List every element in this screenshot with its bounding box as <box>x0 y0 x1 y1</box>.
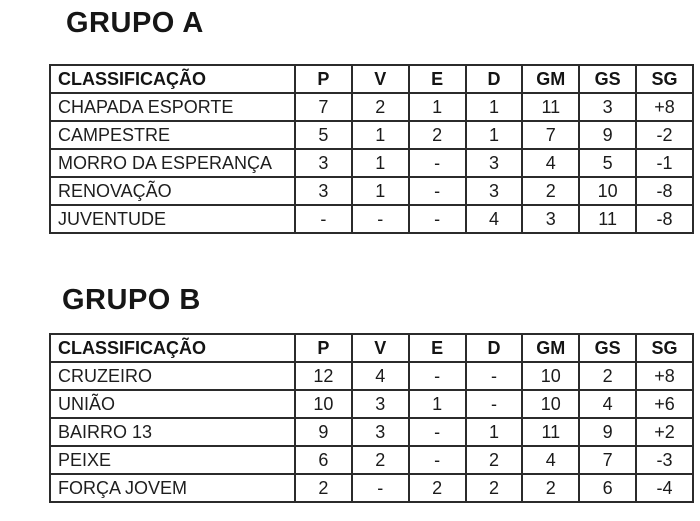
stat-cell: 9 <box>579 121 636 149</box>
stat-cell: 3 <box>466 177 523 205</box>
group-a-standings-table <box>49 64 694 234</box>
stat-cell: 3 <box>352 390 409 418</box>
column-header-d: D <box>466 65 523 93</box>
stat-cell: 9 <box>579 418 636 446</box>
table-row <box>50 362 693 390</box>
group-b-standings-table <box>49 333 694 503</box>
stat-cell: 2 <box>522 177 579 205</box>
group-a-title: GRUPO A <box>66 7 204 39</box>
stat-cell: -3 <box>636 446 693 474</box>
stat-cell: - <box>409 177 466 205</box>
column-header-v: V <box>352 65 409 93</box>
column-header-e: E <box>409 334 466 362</box>
stat-cell: 7 <box>295 93 352 121</box>
stat-cell: 6 <box>295 446 352 474</box>
stat-cell: 1 <box>352 121 409 149</box>
stat-cell: +2 <box>636 418 693 446</box>
stat-cell: -1 <box>636 149 693 177</box>
column-header-v: V <box>352 334 409 362</box>
stat-cell: - <box>352 205 409 233</box>
stat-cell: 10 <box>522 362 579 390</box>
table-row <box>50 446 693 474</box>
stat-cell: 1 <box>466 121 523 149</box>
stat-cell: - <box>295 205 352 233</box>
stat-cell: 3 <box>466 149 523 177</box>
stat-cell: 12 <box>295 362 352 390</box>
table-row <box>50 149 693 177</box>
stat-cell: 4 <box>522 149 579 177</box>
stat-cell: 1 <box>409 93 466 121</box>
table-row <box>50 418 693 446</box>
stat-cell: 1 <box>466 418 523 446</box>
stat-cell: - <box>409 149 466 177</box>
stat-cell: 3 <box>522 205 579 233</box>
table-row <box>50 205 693 233</box>
stat-cell: 2 <box>409 121 466 149</box>
stat-cell: - <box>352 474 409 502</box>
stat-cell: +6 <box>636 390 693 418</box>
stat-cell: -4 <box>636 474 693 502</box>
team-name-cell: CHAPADA ESPORTE <box>50 93 295 121</box>
column-header-p: P <box>295 334 352 362</box>
column-header-classificacao: CLASSIFICAÇÃO <box>50 65 295 93</box>
team-name-cell: CAMPESTRE <box>50 121 295 149</box>
table-row <box>50 121 693 149</box>
column-header-gm: GM <box>522 334 579 362</box>
column-header-gm: GM <box>522 65 579 93</box>
team-name-cell: MORRO DA ESPERANÇA <box>50 149 295 177</box>
stat-cell: 4 <box>522 446 579 474</box>
column-header-gs: GS <box>579 65 636 93</box>
stat-cell: 10 <box>295 390 352 418</box>
team-name-cell: CRUZEIRO <box>50 362 295 390</box>
group-b-title: GRUPO B <box>62 284 201 316</box>
stat-cell: - <box>466 362 523 390</box>
stat-cell: 1 <box>352 149 409 177</box>
table-row <box>50 390 693 418</box>
stat-cell: 2 <box>352 446 409 474</box>
stat-cell: - <box>409 418 466 446</box>
stat-cell: 5 <box>295 121 352 149</box>
column-header-e: E <box>409 65 466 93</box>
stat-cell: -8 <box>636 205 693 233</box>
stat-cell: 1 <box>466 93 523 121</box>
stat-cell: 11 <box>522 93 579 121</box>
stat-cell: 11 <box>579 205 636 233</box>
stat-cell: 2 <box>466 474 523 502</box>
stat-cell: 5 <box>579 149 636 177</box>
stat-cell: 4 <box>579 390 636 418</box>
stat-cell: 2 <box>522 474 579 502</box>
column-header-p: P <box>295 65 352 93</box>
stat-cell: 1 <box>352 177 409 205</box>
stat-cell: 6 <box>579 474 636 502</box>
team-name-cell: PEIXE <box>50 446 295 474</box>
stat-cell: 4 <box>466 205 523 233</box>
table-header-row <box>50 334 693 362</box>
stat-cell: 7 <box>522 121 579 149</box>
stat-cell: +8 <box>636 362 693 390</box>
team-name-cell: RENOVAÇÃO <box>50 177 295 205</box>
stat-cell: - <box>409 362 466 390</box>
team-name-cell: FORÇA JOVEM <box>50 474 295 502</box>
column-header-classificacao: CLASSIFICAÇÃO <box>50 334 295 362</box>
team-name-cell: JUVENTUDE <box>50 205 295 233</box>
stat-cell: 10 <box>579 177 636 205</box>
stat-cell: 3 <box>579 93 636 121</box>
stat-cell: 2 <box>352 93 409 121</box>
table-row <box>50 474 693 502</box>
column-header-sg: SG <box>636 65 693 93</box>
table-header-row <box>50 65 693 93</box>
stat-cell: -2 <box>636 121 693 149</box>
stat-cell: 2 <box>295 474 352 502</box>
team-name-cell: BAIRRO 13 <box>50 418 295 446</box>
stat-cell: 11 <box>522 418 579 446</box>
column-header-sg: SG <box>636 334 693 362</box>
stat-cell: - <box>409 205 466 233</box>
column-header-d: D <box>466 334 523 362</box>
stat-cell: 2 <box>409 474 466 502</box>
column-header-gs: GS <box>579 334 636 362</box>
stat-cell: 9 <box>295 418 352 446</box>
stat-cell: - <box>409 446 466 474</box>
stat-cell: 3 <box>352 418 409 446</box>
stat-cell: 10 <box>522 390 579 418</box>
stat-cell: 2 <box>579 362 636 390</box>
stat-cell: 3 <box>295 177 352 205</box>
table-row <box>50 177 693 205</box>
stat-cell: - <box>466 390 523 418</box>
stat-cell: 1 <box>409 390 466 418</box>
stat-cell: 3 <box>295 149 352 177</box>
stat-cell: 7 <box>579 446 636 474</box>
team-name-cell: UNIÃO <box>50 390 295 418</box>
stat-cell: -8 <box>636 177 693 205</box>
table-row <box>50 93 693 121</box>
stat-cell: 2 <box>466 446 523 474</box>
stat-cell: +8 <box>636 93 693 121</box>
stat-cell: 4 <box>352 362 409 390</box>
